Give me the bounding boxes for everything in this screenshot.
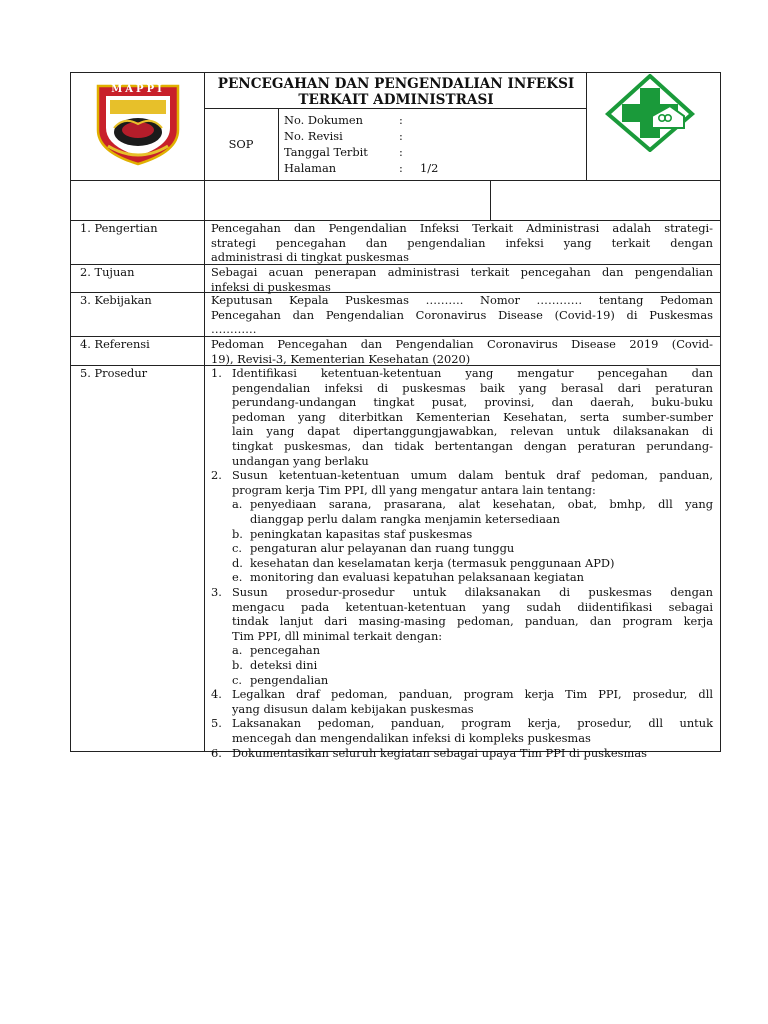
sub-item-marker: a.	[232, 497, 243, 512]
divider	[204, 108, 587, 109]
meta-label: No. Dokumen	[284, 113, 363, 127]
section-label-kebijakan: 3. Kebijakan	[80, 293, 152, 307]
table-border-left	[70, 72, 71, 752]
crest-text: MAPPI	[111, 84, 165, 95]
section-label-prosedur: 5. Prosedur	[80, 366, 148, 380]
list-item-text: dianggap perlu dalam rangka menjamin ketersediaan	[250, 512, 560, 526]
list-item-number: 3.	[211, 585, 222, 599]
paragraph-line: …………	[211, 322, 257, 337]
meta-label: Halaman	[284, 161, 337, 175]
list-item-text: Laksanakan pedoman, panduan, program kerja, prosedur, dll untuk	[232, 716, 713, 731]
table-border-right	[720, 72, 721, 752]
list-item-text: tingkat puskesmas, dan tidak bertentangan dengan peraturan perundang-	[232, 439, 713, 453]
paragraph-line: infeksi di puskesmas	[211, 279, 331, 294]
list-item-text: pengendalian	[250, 672, 329, 687]
list-item-text: penyediaan sarana, prasarana, alat kesehatan, obat, bmhp, dll yang	[250, 497, 713, 512]
meta-label: Tanggal Terbit	[284, 145, 368, 159]
list-item-text: monitoring dan evaluasi kepatuhan pelaksanaan kegiatan	[250, 570, 584, 585]
list-item-text: yang disusun dalam kebijakan puskesmas	[232, 701, 474, 716]
puskesmas-cross-logo	[604, 74, 696, 152]
list-item-text: Susun ketentuan-ketentuan umum dalam bentuk draf pedoman, panduan,	[232, 468, 713, 483]
sub-item-marker: a.	[232, 643, 243, 658]
sub-item-marker: b.	[232, 526, 243, 541]
section-label-referensi: 4. Referensi	[80, 337, 150, 351]
list-item-text: Tim PPI, dll minimal terkait dengan:	[232, 628, 443, 643]
list-item-text: mengacu pada ketentuan-ketentuan yang sudah diidentifikasi sebagai	[232, 599, 713, 614]
divider	[490, 180, 491, 220]
list-item-text: lain yang dapat dipertanggungjawabkan, relevan untuk dilaksanakan di	[232, 424, 713, 439]
divider	[278, 108, 279, 180]
list-item-text: peningkatan kapasitas staf puskesmas	[250, 526, 473, 541]
section-label-tujuan: 2. Tujuan	[80, 265, 135, 279]
list-item-number: 2.	[211, 468, 222, 483]
paragraph-line: Sebagai acuan penerapan administrasi terkait pencegahan dan pengendalian	[211, 265, 713, 279]
list-item-text: pengendalian infeksi di puskesmas baik yang berasal dari peraturan	[232, 380, 713, 395]
list-item-text: program kerja Tim PPI, dll yang mengatur antara lain tentang:	[232, 482, 596, 497]
title-line: PENCEGAHAN DAN PENGENDALIAN INFEKSI	[217, 76, 575, 92]
paragraph-line: administrasi di tingkat puskesmas	[211, 250, 409, 265]
paragraph-line: Pedoman Pencegahan dan Pengendalian Coronavirus Disease 2019 (Covid-	[211, 337, 713, 351]
list-item-text: undangan yang berlaku	[232, 453, 369, 468]
section-label-pengertian: 1. Pengertian	[80, 221, 158, 235]
list-item-text: Dokumentasikan seluruh kegiatan sebagai upaya Tim PPI di puskesmas	[232, 745, 647, 760]
meta-colon: :	[399, 161, 403, 175]
list-item-text: pencegahan	[250, 643, 321, 658]
list-item-number: 5.	[211, 716, 222, 731]
list-item-text: Identifikasi ketentuan-ketentuan yang mengatur pencegahan dan	[232, 366, 713, 380]
list-item-text: kesehatan dan keselamatan kerja (termasuk penggunaan APD)	[250, 555, 615, 570]
meta-label: No. Revisi	[284, 129, 343, 143]
sop-label: SOP	[228, 137, 254, 151]
title-line: TERKAIT ADMINISTRASI	[298, 92, 494, 108]
sub-item-marker: e.	[232, 570, 243, 585]
meta-colon: :	[399, 145, 403, 159]
sub-item-marker: d.	[232, 555, 243, 570]
list-item-number: 1.	[211, 366, 222, 380]
list-item-text: tindak lanjut dari masing-masing pedoman, panduan, dan program kerja	[232, 614, 713, 629]
paragraph-line: Keputusan Kepala Puskesmas ………. Nomor ………… tentang Pedoman	[211, 293, 713, 307]
meta-colon: :	[399, 129, 403, 143]
paragraph-line: 19), Revisi-3, Kementerian Kesehatan (2020)	[211, 351, 471, 366]
list-item-text: Legalkan draf pedoman, panduan, program kerja Tim PPI, prosedur, dll	[232, 687, 713, 702]
document-title	[206, 76, 586, 108]
list-item-number: 6.	[211, 745, 222, 760]
list-item-text: Susun prosedur-prosedur untuk dilaksanakan di puskesmas dengan	[232, 585, 713, 599]
list-item-text: deteksi dini	[250, 658, 318, 672]
meta-value: 1/2	[420, 161, 439, 175]
table-border-top	[70, 72, 721, 73]
list-item-text: perundang-undangan tingkat pusat, provinsi, dan daerah, buku-buku	[232, 395, 713, 410]
sub-item-marker: c.	[232, 672, 243, 687]
list-item-text: mencegah dan mengendalikan infeksi di kompleks puskesmas	[232, 731, 591, 745]
paragraph-line: strategi pencegahan dan pengendalian infeksi yang terkait dengan	[211, 235, 713, 250]
paragraph-line: Pencegahan dan Pengendalian Coronavirus Disease (Covid-19) di Puskesmas	[211, 307, 713, 322]
divider	[204, 72, 205, 752]
meta-colon: :	[399, 113, 403, 127]
list-item-text: pedoman yang diterbitkan Kementerian Kesehatan, serta sumber-sumber	[232, 409, 713, 424]
list-item-number: 4.	[211, 687, 222, 702]
paragraph-line: Pencegahan dan Pengendalian Infeksi Terkait Administrasi adalah strategi-	[211, 221, 713, 235]
divider	[586, 72, 587, 180]
sub-item-marker: b.	[232, 658, 243, 672]
sub-item-marker: c.	[232, 541, 243, 556]
divider	[70, 180, 721, 181]
list-item-text: pengaturan alur pelayanan dan ruang tunggu	[250, 541, 515, 556]
